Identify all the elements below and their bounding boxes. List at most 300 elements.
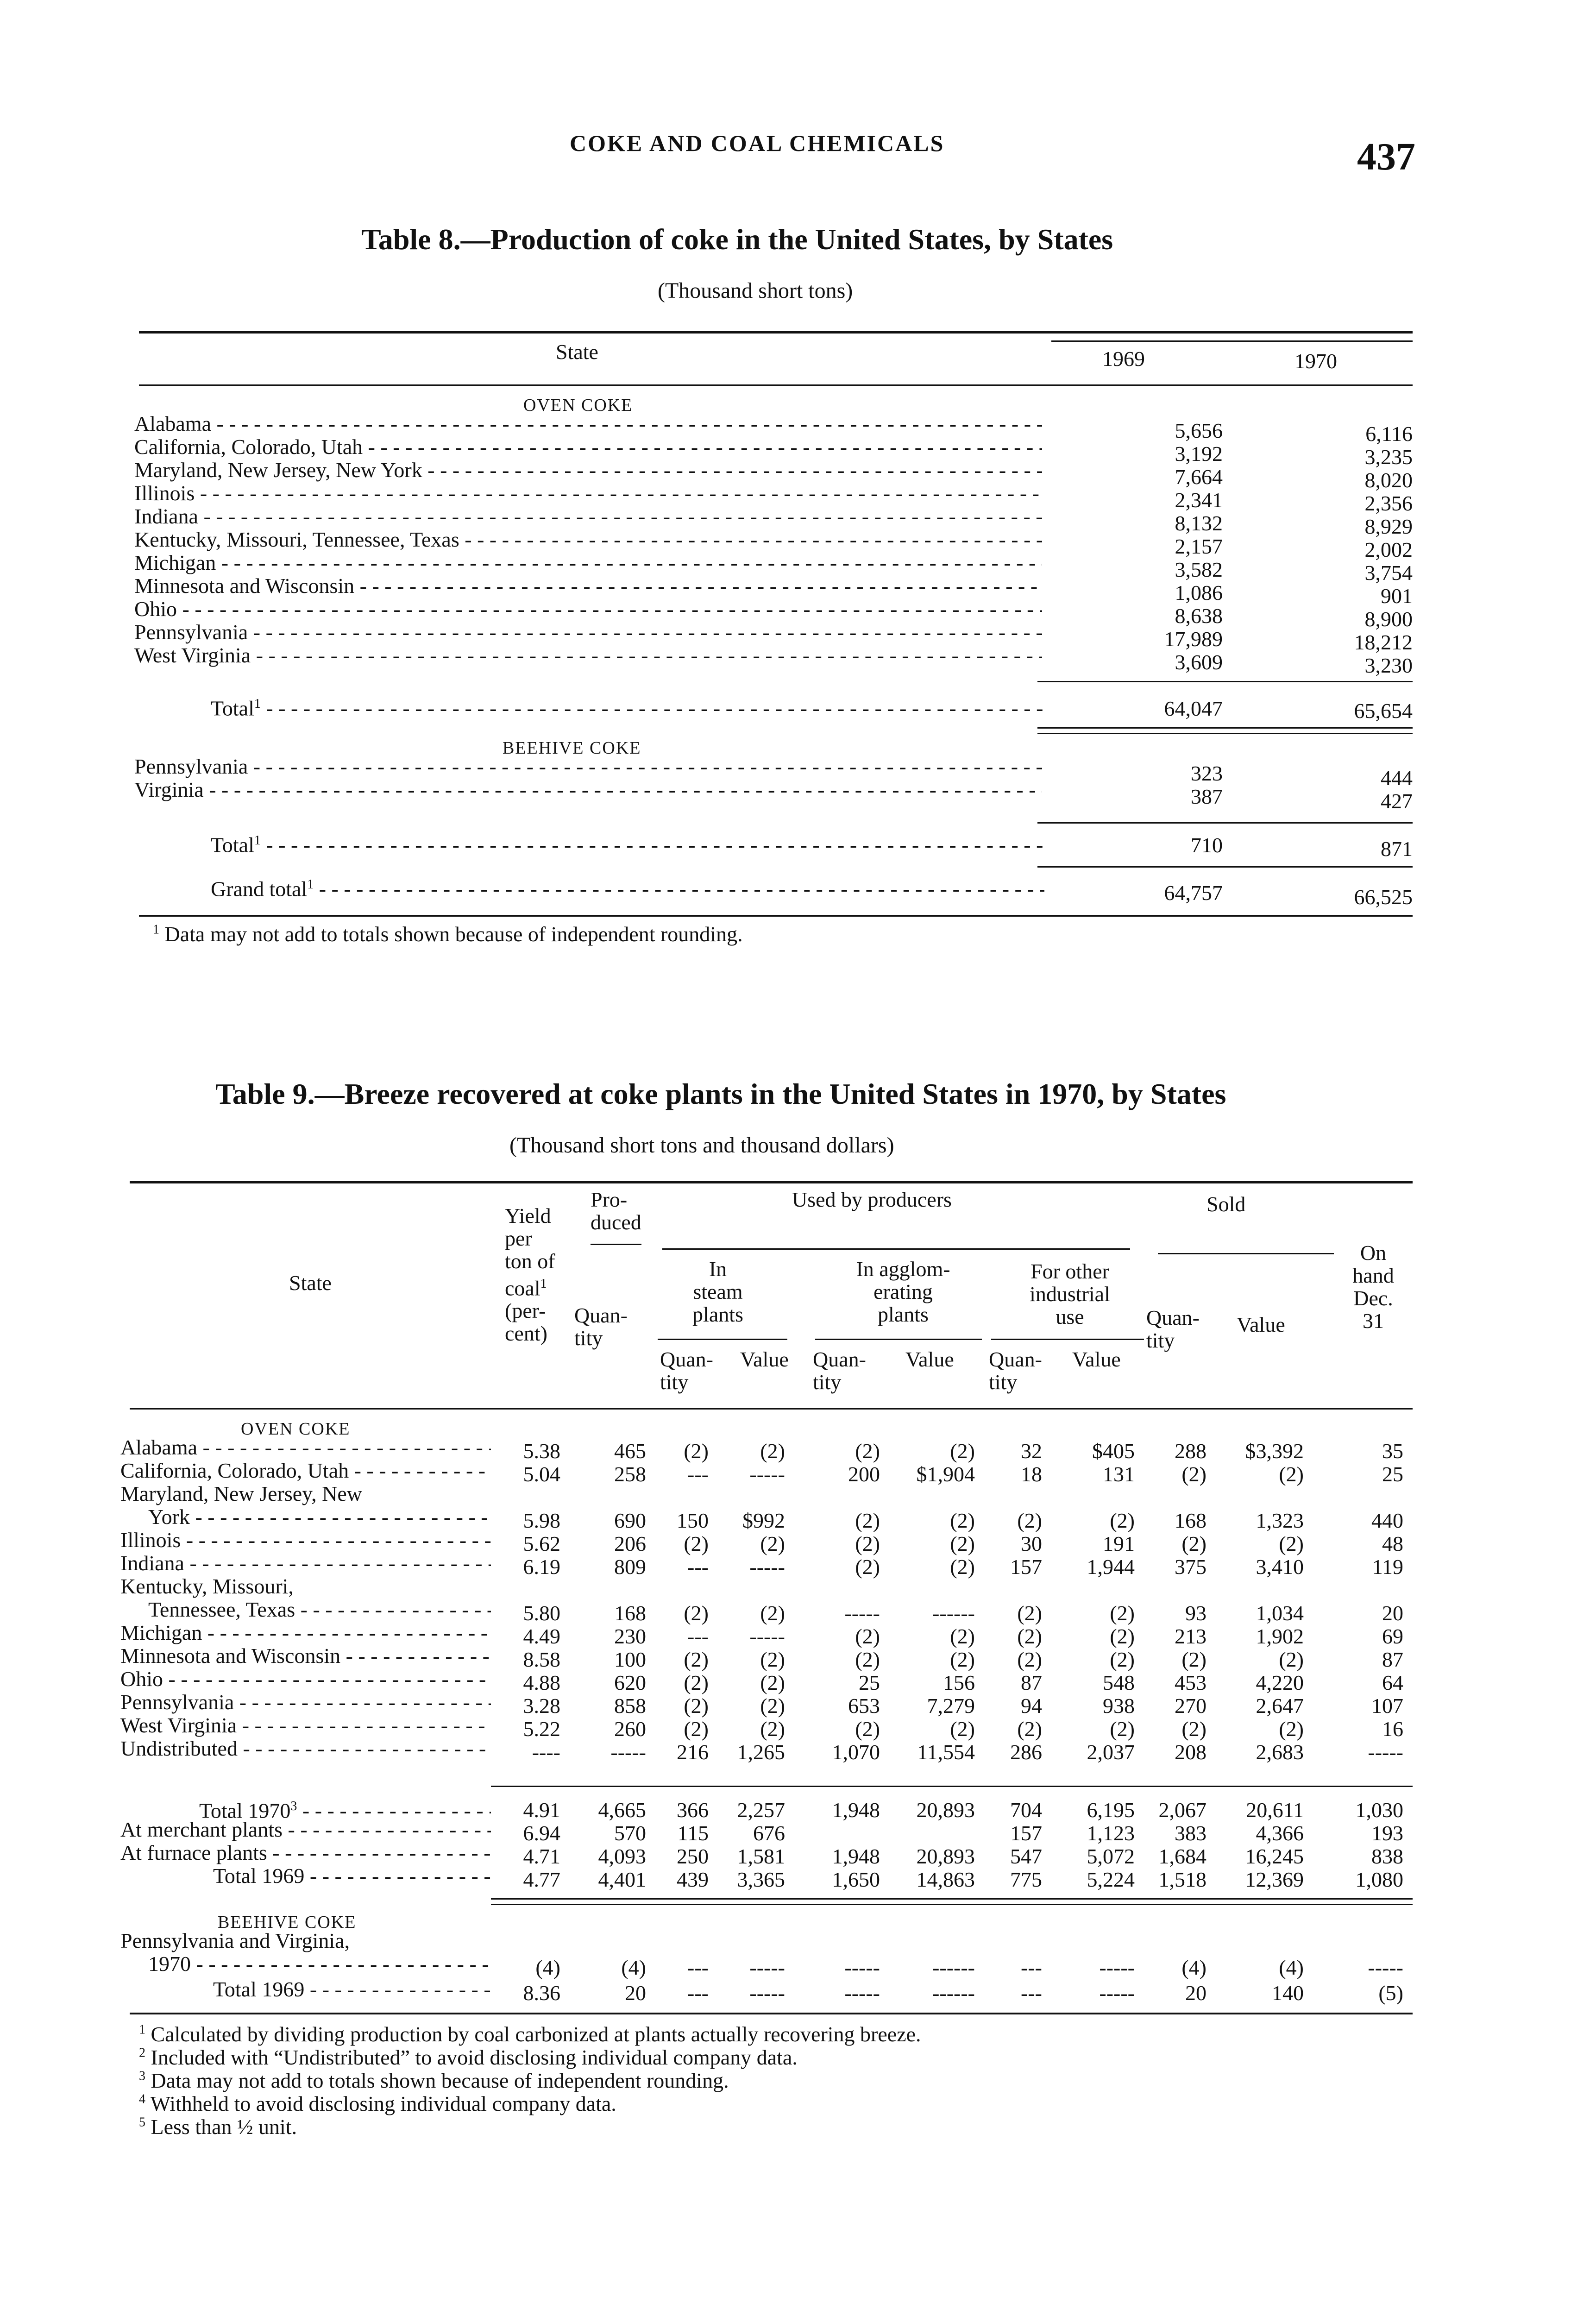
table9-row-agglom-qty: (2)	[855, 1509, 880, 1532]
table9-total-sold-value: 16,245	[1245, 1844, 1304, 1868]
table9-row-agglom-qty: 200	[848, 1462, 880, 1486]
table9-total-other-value: 5,224	[1087, 1868, 1135, 1891]
table9-row-steam-value: (2)	[760, 1601, 785, 1625]
table9-total-sold-qty: 1,684	[1158, 1844, 1206, 1868]
table9-beehive-steam-qty: ---	[687, 1956, 709, 1979]
table9-row-steam-value: (2)	[760, 1717, 785, 1741]
table9-row-steam-value: $992	[742, 1509, 785, 1532]
table9-row-other-qty: (2)	[1017, 1509, 1042, 1532]
table9-row-on-hand: 69	[1382, 1624, 1403, 1648]
table9-total-yield: 4.71	[523, 1844, 560, 1868]
table9-row-agglom-qty: 1,070	[832, 1740, 880, 1764]
table9-beehive-state: Pennsylvania and Virginia,	[120, 1929, 350, 1952]
table9-total-produced-qty: 4,401	[598, 1868, 646, 1891]
table9-row-state: Indiana - - -	[120, 1552, 491, 1575]
table9-row-yield: 3.28	[523, 1694, 560, 1718]
table9-row-sold-qty: 208	[1175, 1740, 1206, 1764]
table9-header-produced-qty: Quan- tity	[574, 1303, 628, 1350]
table9-footnote: $^1$ Calculated by dividing production by coal carbonized at plants actually recovering breeze.	[139, 2022, 921, 2046]
table9-total-other-qty: 775	[1010, 1868, 1042, 1891]
table8-row-state: Minnesota and Wisconsin - - -	[134, 574, 1042, 598]
table8-grand-total-1969: 64,757	[1164, 881, 1223, 905]
table9-total-steam-qty: 439	[677, 1868, 709, 1891]
table8-row-1969: 8,638	[1175, 604, 1223, 628]
table9-header-yield-line: cent)	[505, 1322, 547, 1346]
table9-beehive-agglom-value: ------	[932, 1981, 975, 2005]
table9-row-other-value: 1,944	[1087, 1555, 1135, 1579]
table9-total-steam-qty: 366	[677, 1798, 709, 1822]
table9-row-sold-qty: 453	[1175, 1671, 1206, 1694]
table9-row-agglom-value: 7,279	[927, 1694, 975, 1718]
table9-total-other-qty: 157	[1010, 1821, 1042, 1845]
table9-row-yield: 6.19	[523, 1555, 560, 1579]
table9-row-sold-value: (2)	[1279, 1648, 1304, 1671]
table9-row-steam-qty: (2)	[684, 1717, 709, 1741]
table9-total-yield: 4.77	[523, 1868, 560, 1891]
table8-header-state: State	[556, 340, 598, 364]
table9-beehive-sold-value: (4)	[1279, 1956, 1304, 1979]
table9-row-sold-value: 3,410	[1256, 1555, 1304, 1579]
table9-row-agglom-qty: (2)	[855, 1648, 880, 1671]
table9-row-agglom-value: 156	[943, 1671, 975, 1694]
table9-row-sold-qty: 270	[1175, 1694, 1206, 1718]
table9-row-on-hand: 35	[1382, 1439, 1403, 1463]
table8-row-1970: 8,020	[1364, 468, 1413, 492]
table8-row-state: California, Colorado, Utah - - -	[134, 435, 1042, 459]
table9-row-on-hand: 107	[1371, 1694, 1403, 1718]
table9-row-state: California, Colorado, Utah - - -	[120, 1459, 491, 1482]
table8-row-1970: 2,356	[1364, 491, 1413, 515]
table9-row-agglom-value: $1,904	[916, 1462, 975, 1486]
running-head: COKE AND COAL CHEMICALS	[570, 130, 945, 156]
table9-row-produced-qty: 809	[614, 1555, 646, 1579]
table9-total-steam-value: 2,257	[737, 1798, 785, 1822]
table9-row-other-value: (2)	[1110, 1624, 1135, 1648]
table9-row-yield: 5.22	[523, 1717, 560, 1741]
table9-row-produced-qty: 206	[614, 1532, 646, 1555]
table8-row-1969: 17,989	[1164, 627, 1223, 651]
table9-total-other-qty: 704	[1010, 1798, 1042, 1822]
table9-footnote: $^5$ Less than ½ unit.	[139, 2115, 297, 2139]
table9-row-on-hand: 119	[1372, 1555, 1403, 1579]
table8-row-1970: 901	[1381, 584, 1413, 608]
table9-row-yield: 4.88	[523, 1671, 560, 1694]
table9-row-agglom-value: (2)	[950, 1624, 975, 1648]
table9-row-steam-value: -----	[749, 1624, 785, 1648]
table9-total-state: At furnace plants - - -	[120, 1841, 491, 1864]
table9-row-sold-qty: 213	[1175, 1624, 1206, 1648]
table9-header-yield-line: ton of	[505, 1249, 555, 1273]
table9-total-agglom-qty: 1,650	[832, 1868, 880, 1891]
table9-row-other-qty: 157	[1010, 1555, 1042, 1579]
table9-row-yield: 8.58	[523, 1648, 560, 1671]
table9-beehive-other-qty: ---	[1021, 1956, 1042, 1979]
table9-total-rule	[491, 1786, 1413, 1787]
table9-row-on-hand: 16	[1382, 1717, 1403, 1741]
table9-row-on-hand: 87	[1382, 1648, 1403, 1671]
table9-total-state: At merchant plants - - -	[120, 1818, 491, 1841]
table8-row-state: Pennsylvania - - -	[134, 621, 1042, 644]
table8-header-1969: 1969	[1102, 347, 1145, 371]
table9-row-other-qty: 286	[1010, 1740, 1042, 1764]
table9-row-sold-value: 1,902	[1256, 1624, 1304, 1648]
table9-row-yield: ----	[532, 1740, 560, 1764]
table8-header-rule	[139, 384, 1413, 386]
table9-row-produced-qty: 168	[614, 1601, 646, 1625]
table9-row-produced-qty: 258	[614, 1462, 646, 1486]
table9-total-sold-value: 4,366	[1256, 1821, 1304, 1845]
table8-row-1969: 2,157	[1175, 535, 1223, 558]
table9-total-steam-value: 676	[753, 1821, 785, 1845]
table9-row-sold-value: 2,683	[1256, 1740, 1304, 1764]
table8-row-1969: 8,132	[1175, 511, 1223, 535]
table9-beehive-agglom-qty: -----	[844, 1981, 880, 2005]
table9-row-agglom-value: (2)	[950, 1439, 975, 1463]
table8-row-1970: 2,002	[1364, 538, 1413, 561]
table9-header-agglom-value: Value	[905, 1347, 954, 1371]
table9-row-steam-qty: (2)	[684, 1532, 709, 1555]
table9-header-used-by-producers: Used by producers	[792, 1188, 952, 1211]
table9-header-state: State	[289, 1271, 332, 1295]
table8-oven-total-1969: 64,047	[1164, 697, 1223, 720]
table9-oven-heading: OVEN COKE	[241, 1419, 351, 1439]
table9-row-other-value: (2)	[1110, 1509, 1135, 1532]
table9-total-yield: 4.91	[523, 1798, 560, 1822]
table9-row-agglom-qty: (2)	[855, 1624, 880, 1648]
table9-row-state: Michigan - - -	[120, 1621, 491, 1644]
table9-row-other-qty: (2)	[1017, 1717, 1042, 1741]
table9-beehive-yield: (4)	[535, 1956, 560, 1979]
table8-subtitle: (Thousand short tons)	[658, 278, 853, 303]
table9-total-agglom-value: 20,893	[916, 1844, 975, 1868]
table8-row-1970: 8,929	[1364, 515, 1413, 538]
table8-oven-total-label: Total$^1$ - - -	[211, 692, 1044, 720]
table9-row-other-value: 548	[1103, 1671, 1135, 1694]
table9-row-produced-qty: 620	[614, 1671, 646, 1694]
table9-header-yield-line: coal$^1$	[505, 1276, 547, 1300]
table9-row-state: West Virginia - - -	[120, 1714, 491, 1737]
table9-row-other-value: (2)	[1110, 1648, 1135, 1671]
table9-other-rule	[991, 1339, 1144, 1340]
table9-total-agglom-value: 14,863	[916, 1868, 975, 1891]
table9-total-on-hand: 1,080	[1355, 1868, 1403, 1891]
table9-row-on-hand: 440	[1371, 1509, 1403, 1532]
table9-beehive-agglom-value: ------	[932, 1956, 975, 1979]
table9-row-agglom-qty: (2)	[855, 1439, 880, 1463]
table8-year-rule	[1051, 340, 1413, 342]
table9-row-other-value: 131	[1103, 1462, 1135, 1486]
table9-row-other-value: 938	[1103, 1694, 1135, 1718]
table9-row-state: Alabama - - -	[120, 1436, 491, 1459]
table8-row-state: Maryland, New Jersey, New York - - -	[134, 459, 1042, 482]
table8-row-state: Michigan - - -	[134, 551, 1042, 574]
table9-row-state: Maryland, New Jersey, New	[120, 1482, 363, 1505]
table9-row-sold-qty: (2)	[1181, 1462, 1206, 1486]
table8-double-rule-2	[1037, 733, 1413, 734]
table9-row-agglom-qty: (2)	[855, 1555, 880, 1579]
table9-total-steam-qty: 250	[677, 1844, 709, 1868]
table8-row-1969: 7,664	[1175, 465, 1223, 489]
table9-footnote: $^2$ Included with “Undistributed” to avoid disclosing individual company data.	[139, 2045, 798, 2069]
table9-header-rule	[130, 1408, 1413, 1410]
table8-row-1970: 18,212	[1354, 630, 1413, 654]
table9-total-other-value: 6,195	[1087, 1798, 1135, 1822]
table9-row-steam-qty: 150	[677, 1509, 709, 1532]
table9-row-agglom-value: (2)	[950, 1532, 975, 1555]
table9-row-steam-value: -----	[749, 1555, 785, 1579]
table9-row-on-hand: 20	[1382, 1601, 1403, 1625]
table9-total-agglom-qty: 1,948	[832, 1798, 880, 1822]
table8-row-state: Indiana - - -	[134, 505, 1042, 528]
table8-beehive-total-1970: 871	[1381, 837, 1413, 861]
table8-row-state: Ohio - - -	[134, 598, 1042, 621]
table9-total-sold-qty: 383	[1175, 1821, 1206, 1845]
table8-row-1969: 2,341	[1175, 488, 1223, 512]
table9-header-steam: In steam plants	[692, 1257, 743, 1326]
table9-beehive-other-qty: ---	[1021, 1981, 1042, 2005]
table8-beehive-heading: BEEHIVE COKE	[503, 738, 641, 758]
table9-row-steam-qty: 216	[677, 1740, 709, 1764]
table9-row-on-hand: -----	[1368, 1740, 1403, 1764]
table9-row-other-qty: 94	[1021, 1694, 1042, 1718]
table9-row-yield: 5.04	[523, 1462, 560, 1486]
table9-row-steam-qty: (2)	[684, 1648, 709, 1671]
table9-total-produced-qty: 4,665	[598, 1798, 646, 1822]
table9-total-on-hand: 193	[1371, 1821, 1403, 1845]
table8-row-state: Kentucky, Missouri, Tennessee, Texas - - -	[134, 528, 1042, 551]
table9-beehive-sold-value: 140	[1272, 1981, 1304, 2005]
table9-header-agglom-qty: Quan- tity	[813, 1347, 866, 1394]
table9-row-steam-value: -----	[749, 1462, 785, 1486]
table8-beehive-1970: 427	[1381, 789, 1413, 813]
table9-header-steam-qty: Quan- tity	[660, 1347, 713, 1394]
table9-row-steam-value: (2)	[760, 1694, 785, 1718]
table9-row-steam-qty: ---	[687, 1555, 709, 1579]
table9-total-other-value: 5,072	[1087, 1844, 1135, 1868]
table9-row-steam-qty: (2)	[684, 1694, 709, 1718]
table8-row-1969: 3,192	[1175, 442, 1223, 466]
table9-header-onhand: On hand Dec. 31	[1352, 1241, 1394, 1333]
table9-header-other-value: Value	[1072, 1347, 1121, 1371]
table9-row-state: Undistributed - - -	[120, 1737, 491, 1760]
table9-top-rule	[130, 1181, 1413, 1183]
table9-row-other-qty: 32	[1021, 1439, 1042, 1463]
table8-bottom-rule	[139, 915, 1413, 917]
table9-header-sold-value: Value	[1237, 1313, 1285, 1336]
table9-row-sold-qty: (2)	[1181, 1648, 1206, 1671]
table9-row-other-value: $405	[1092, 1439, 1135, 1463]
table9-row-steam-value: (2)	[760, 1439, 785, 1463]
table8-row-1969: 3,609	[1175, 650, 1223, 674]
table9-row-sold-value: $3,392	[1245, 1439, 1304, 1463]
table9-header-yield-line: Yield	[505, 1204, 551, 1227]
table9-row-other-value: 191	[1103, 1532, 1135, 1555]
table9-row-other-qty: 30	[1021, 1532, 1042, 1555]
table9-row-agglom-qty: (2)	[855, 1532, 880, 1555]
table9-footnote: $^4$ Withheld to avoid disclosing individual company data.	[139, 2092, 616, 2115]
table9-row-sold-value: (2)	[1279, 1462, 1304, 1486]
table9-total-sold-value: 20,611	[1246, 1798, 1304, 1822]
table9-beehive-state-cont: 1970 - - -	[148, 1952, 491, 1976]
table9-row-other-qty: (2)	[1017, 1624, 1042, 1648]
table9-row-other-qty: (2)	[1017, 1648, 1042, 1671]
table8-grand-rule	[1037, 866, 1413, 868]
table8-header-1970: 1970	[1294, 349, 1337, 373]
table9-row-produced-qty: -----	[610, 1740, 646, 1764]
table9-row-state: Ohio - - -	[120, 1668, 491, 1691]
table9-row-sold-value: 2,647	[1256, 1694, 1304, 1718]
table9-produced-rule	[591, 1244, 641, 1245]
table9-row-yield: 5.98	[523, 1509, 560, 1532]
table9-row-produced-qty: 465	[614, 1439, 646, 1463]
table9-beehive-agglom-qty: -----	[844, 1956, 880, 1979]
table9-row-steam-qty: ---	[687, 1462, 709, 1486]
table9-row-yield: 5.62	[523, 1532, 560, 1555]
table9-row-yield: 5.38	[523, 1439, 560, 1463]
table9-row-steam-qty: (2)	[684, 1601, 709, 1625]
table9-total-agglom-value: 20,893	[916, 1798, 975, 1822]
table8-double-rule-1	[1037, 727, 1413, 729]
table9-agglom-rule	[815, 1339, 982, 1340]
table8-beehive-1969: 323	[1191, 762, 1223, 785]
table9-steam-rule	[658, 1339, 787, 1340]
table9-total-steam-qty: 115	[677, 1821, 709, 1845]
table9-double-rule-1	[491, 1898, 1413, 1900]
table8-beehive-total-1969: 710	[1191, 833, 1223, 857]
table9-total-on-hand: 838	[1371, 1844, 1403, 1868]
table9-total-other-value: 1,123	[1087, 1821, 1135, 1845]
table9-total-produced-qty: 4,093	[598, 1844, 646, 1868]
table8-row-1970: 3,230	[1364, 654, 1413, 677]
table9-header-other: For other industrial use	[1030, 1259, 1110, 1328]
table8-grand-total-label: Grand total$^1$ - - -	[211, 873, 1044, 900]
table9-row-agglom-value: (2)	[950, 1555, 975, 1579]
table8-row-1969: 1,086	[1175, 581, 1223, 604]
table9-row-steam-value: (2)	[760, 1648, 785, 1671]
table9-row-on-hand: 25	[1382, 1462, 1403, 1486]
table9-beehive-other-value: -----	[1099, 1981, 1135, 2005]
table9-row-yield: 4.49	[523, 1624, 560, 1648]
table9-row-other-value: (2)	[1110, 1717, 1135, 1741]
table9-row-steam-qty: ---	[687, 1624, 709, 1648]
table8-oven-total-1970: 65,654	[1354, 699, 1413, 723]
table9-total-on-hand: 1,030	[1355, 1798, 1403, 1822]
table9-beehive-on-hand: (5)	[1378, 1981, 1403, 2005]
table8-top-rule	[139, 331, 1413, 334]
table9-row-state-cont: Tennessee, Texas - - -	[148, 1598, 491, 1621]
table9-row-other-value: (2)	[1110, 1601, 1135, 1625]
table9-row-on-hand: 48	[1382, 1532, 1403, 1555]
table9-total-produced-qty: 570	[614, 1821, 646, 1845]
table9-row-on-hand: 64	[1382, 1671, 1403, 1694]
table9-header-other-qty: Quan- tity	[989, 1347, 1042, 1394]
table9-total-state: Total 1969 - - -	[213, 1864, 491, 1888]
table9-beehive-produced-qty: (4)	[621, 1956, 646, 1979]
table9-row-steam-value: (2)	[760, 1532, 785, 1555]
table9-beehive-yield: 8.36	[523, 1981, 560, 2005]
table8-oven-heading: OVEN COKE	[523, 396, 633, 415]
table8-beehive-state: Virginia - - -	[134, 778, 1042, 801]
table9-row-produced-qty: 230	[614, 1624, 646, 1648]
table8-row-state: Alabama - - -	[134, 412, 1042, 435]
table9-beehive-other-value: -----	[1099, 1956, 1135, 1979]
table9-row-steam-qty: (2)	[684, 1671, 709, 1694]
table8-row-state: Illinois - - -	[134, 482, 1042, 505]
table9-beehive-sold-qty: 20	[1185, 1981, 1206, 2005]
table9-header-steam-value: Value	[740, 1347, 789, 1371]
table9-title: Table 9.—Breeze recovered at coke plants in the United States in 1970, by States	[215, 1077, 1226, 1110]
table9-row-state: Pennsylvania - - -	[120, 1691, 491, 1714]
table9-row-other-qty: (2)	[1017, 1601, 1042, 1625]
table9-row-other-value: 2,037	[1087, 1740, 1135, 1764]
table8-beehive-1970: 444	[1381, 766, 1413, 790]
table8-row-1970: 3,754	[1364, 561, 1413, 585]
table9-total-sold-qty: 1,518	[1158, 1868, 1206, 1891]
table9-total-agglom-qty: 1,948	[832, 1844, 880, 1868]
table8-row-1969: 3,582	[1175, 558, 1223, 581]
table9-header-sold: Sold	[1206, 1192, 1246, 1216]
table9-row-sold-value: 4,220	[1256, 1671, 1304, 1694]
table9-total-yield: 6.94	[523, 1821, 560, 1845]
table9-beehive-state: Total 1969 - - -	[213, 1978, 491, 2001]
table9-total-steam-value: 1,581	[737, 1844, 785, 1868]
table9-header-yield	[505, 1204, 555, 1345]
table9-beehive-sold-qty: (4)	[1181, 1956, 1206, 1979]
table9-header-yield-line: (per-	[505, 1299, 546, 1323]
table8-beehive-total-label: Total$^1$ - - -	[211, 829, 1044, 856]
table8-grand-total-1970: 66,525	[1354, 885, 1413, 909]
table8-footnote: $^1$ Data may not add to totals shown because of independent rounding.	[153, 922, 743, 946]
table9-row-agglom-value: 11,554	[917, 1740, 975, 1764]
table9-row-steam-qty: (2)	[684, 1439, 709, 1463]
table9-sold-rule	[1158, 1253, 1334, 1254]
table9-header-agglom: In agglom- erating plants	[856, 1257, 950, 1326]
table9-total-sold-value: 12,369	[1245, 1868, 1304, 1891]
table9-row-sold-value: (2)	[1279, 1532, 1304, 1555]
table9-total-state: Total 1970$^3$ - - -	[199, 1795, 491, 1822]
table9-total-other-qty: 547	[1010, 1844, 1042, 1868]
table9-beehive-steam-value: -----	[749, 1981, 785, 2005]
table9-row-steam-value: 1,265	[737, 1740, 785, 1764]
table9-total-steam-value: 3,365	[737, 1868, 785, 1891]
table9-row-other-qty: 18	[1021, 1462, 1042, 1486]
table9-row-state-cont: York - - -	[148, 1505, 491, 1529]
table9-row-sold-qty: 93	[1185, 1601, 1206, 1625]
table9-total-sold-qty: 2,067	[1158, 1798, 1206, 1822]
table9-row-agglom-qty: 653	[848, 1694, 880, 1718]
table8-beehive-total-rule	[1037, 822, 1413, 824]
table9-beehive-heading: BEEHIVE COKE	[218, 1913, 357, 1932]
table9-row-yield: 5.80	[523, 1601, 560, 1625]
table8-total-rule	[1037, 681, 1413, 682]
table9-row-sold-value: 1,034	[1256, 1601, 1304, 1625]
table9-row-state: Minnesota and Wisconsin - - -	[120, 1644, 491, 1668]
table8-beehive-1969: 387	[1191, 785, 1223, 808]
table9-row-state: Illinois - - -	[120, 1529, 491, 1552]
table9-row-produced-qty: 260	[614, 1717, 646, 1741]
table9-row-agglom-value: (2)	[950, 1717, 975, 1741]
table9-header-sold-qty: Quan- tity	[1146, 1306, 1200, 1352]
table9-subtitle: (Thousand short tons and thousand dollars)	[509, 1133, 894, 1158]
page-number: 437	[1357, 135, 1415, 178]
table8-row-1969: 5,656	[1175, 419, 1223, 442]
table9-row-sold-qty: (2)	[1181, 1532, 1206, 1555]
table9-footnote: $^3$ Data may not add to totals shown because of independent rounding.	[139, 2069, 729, 2092]
table9-row-other-qty: 87	[1021, 1671, 1042, 1694]
table9-beehive-steam-qty: ---	[687, 1981, 709, 2005]
table9-double-rule-2	[491, 1904, 1413, 1905]
table9-row-produced-qty: 100	[614, 1648, 646, 1671]
